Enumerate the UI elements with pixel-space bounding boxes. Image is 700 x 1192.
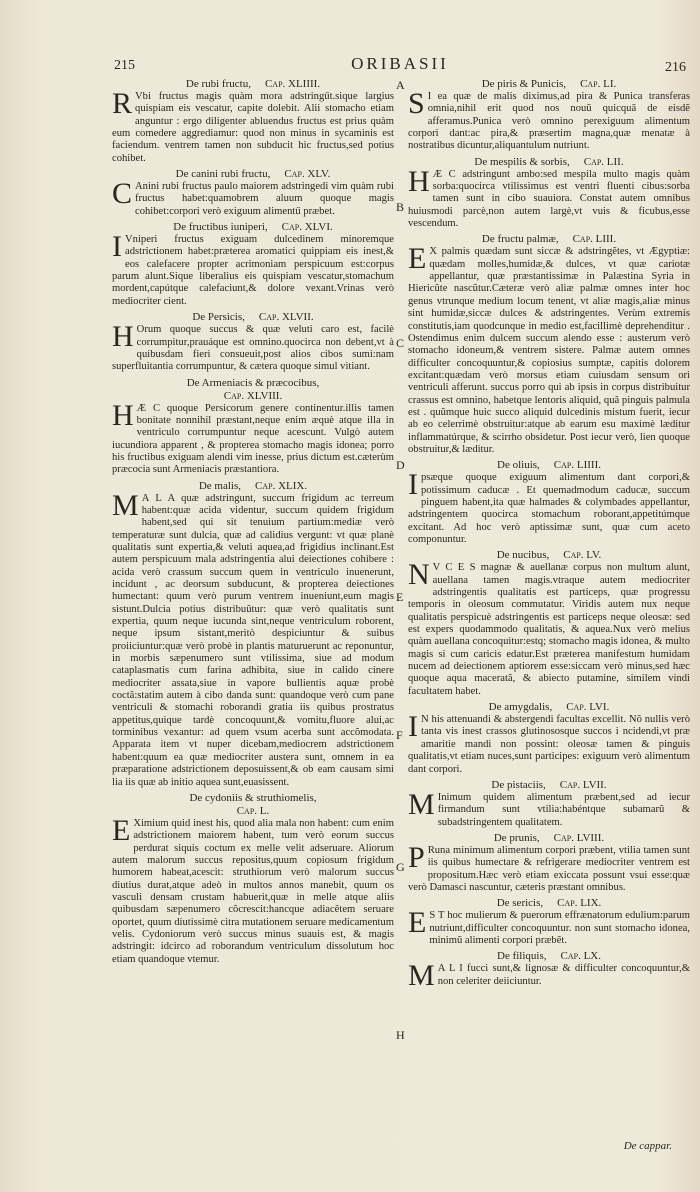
chapter-heading [112,792,394,818]
chapter-text [112,230,394,308]
chapter [112,78,394,165]
chapter-body: Vniperi fructus exiguam dulcedinem minoremque adstrictionem habet:præterea aromatici quippiam eis inest,& eos calefacere propter acrimoniam perspicuum est:corpus parum alunt.Sique liberalius eis quispiam vescatur,stomachum mordent,capútque calefaciunt,& dolore vexant.Vrinas verò mediocriter cient. [112,234,394,307]
drop-cap: H [112,320,134,354]
chapter-number: Cap. XLIIII. [264,78,321,90]
chapter-title: De malis, [198,479,242,492]
chapter-text [112,177,394,218]
margin-letter: D [396,458,405,472]
chapter [112,377,394,477]
chapter [112,311,394,373]
chapter [112,221,394,308]
chapter [408,779,690,829]
chapter-text [112,488,394,789]
drop-cap: S [408,87,425,120]
margin-letter: G [396,860,405,874]
chapter-text [408,959,690,993]
chapter [408,156,690,231]
drop-cap: N [408,558,430,592]
chapter-title: De prunis, [493,831,540,844]
chapter-title: De filiquis, [497,950,547,963]
chapter-text [112,87,394,165]
chapter-title: De fructibus iuniperi, [173,221,268,234]
chapter [408,78,690,153]
chapter-title: De oliuis, [497,459,540,472]
chapter-text [408,164,690,231]
drop-cap: H [408,164,430,198]
drop-cap: I [408,710,418,744]
chapter-number: Cap. LVII. [559,778,607,791]
chapter-text [408,787,690,829]
chapter-body: I ea quæ de malis diximus,ad pira & Punica transferas omnia,nihil erit quod nos nouũ quicquã de eisdẽ afferamus.Punica verò omnino perexiguum alimentum corpori dant:ac pira,& præsertim magna,quæ menatæ à nostratibus dicuntur,aliquantulum nutriunt. [408,91,690,152]
chapter-number: Cap. XLVI. [281,221,333,234]
chapter-heading [408,549,690,562]
page-number-right: 216 [665,60,686,75]
chapter-text [408,468,690,546]
chapter-number: Cap. LV. [563,549,602,562]
running-title: ORIBASII [351,54,449,73]
chapter-number: Cap. LVIII. [553,831,605,844]
chapter-text [408,558,690,698]
chapter [408,701,690,776]
chapter-title: De Persicis, [192,311,245,324]
margin-letter: A [396,78,405,92]
chapter-body: N his attenuandi & abstergendi facultas excellit. Nõ nullis verò tanta vis inest crassos glutinososque succos i ncidendi,vt præ amaritie mandi non possint: oleosæ tamen & pinguis qualitatis,vt etiam nuces,sunt participes: exiguum verò alimentum dant corpori. [408,714,690,775]
chapter-number: Cap. LI. [580,78,617,90]
chapter [408,459,690,546]
chapter [112,480,394,789]
chapter-title: De piris & Punicis, [481,78,567,90]
chapter-number: Cap. LIX. [557,897,602,910]
chapter [112,792,394,966]
chapter-title: De nucibus, [496,549,550,562]
chapter-title: De pistaciis, [491,778,546,791]
chapter-heading [112,78,394,91]
chapter-title: De cydoniis & struthiomelis, [189,791,317,804]
chapter-number: Cap. LIII. [572,233,617,246]
chapter-number: Cap. L. [236,804,270,817]
page-number-left: 215 [114,58,135,73]
chapter-heading [408,701,690,714]
chapter-title: De sericis, [496,897,544,910]
chapter-heading [112,311,394,324]
drop-cap: I [408,468,418,502]
chapter-heading [408,897,690,910]
drop-cap: C [112,177,133,211]
chapter-heading [408,459,690,472]
chapter-title: De mespilis & sorbis, [474,155,570,168]
chapter-body: Æ C adstringunt ambo:sed mespila multo magis quàm sorba:quocirca vtilissimus est ventri fluenti cibus:sorba tamen sunt in cibo suauiora. Constat autem omnibus huiusmodi parcè,non autem largè,vt vuis & ficubus,esse vescendum. [408,168,690,230]
chapter-text [112,813,394,966]
chapter-title: De canini rubi fructu, [175,168,271,181]
margin-letter: C [396,336,405,350]
chapter-title: De rubi fructu, [185,78,251,90]
chapter [408,897,690,947]
drop-cap: R [112,87,133,120]
chapter-number: Cap. XLV. [284,168,331,181]
chapter-body: S T hoc mulierum & puerorum effrænatorum edulium:parum nutriunt,difficulter concoquuntur. non sunt stomacho idonea, minimũ alimenti corpori præbẽt. [429,910,690,946]
chapter-body: Orum quoque succus & quæ veluti caro est, facilè corrumpitur,prauáque est omnino.quocirca non debent,vt à quibusdam fieri consueuit,post alios cibos sumi:nam superfluitantia corrumpuntur, & cætera quoque simul vitiant. [112,324,394,373]
chapter-text [408,87,690,153]
margin-letter: B [396,200,405,214]
chapter-title: De Armeniacis & præcocibus, [186,376,320,389]
chapter-body: Ximium quid inest his, quod alia mala non habent: cum enim adstrictionem maiorem habent, tum verò eorum succus perdurat siquis coctum ex melle velit adseruare. Aliorum autem malorum succus repositus,quum copiosum frigidum humorem habeat,acescit: struthiorum verò malorum succus diutius durat,atque adeò in multos annos manebit, quum os vasculi densam crustam habuerit,quæ in melle atque aliis quibusdam sæpenumero cõcrescit:hancque adiacẽtem seruare oportet, quum diutissimè citra mutationem seruare medicamentum velis. Cydoniorum verò succus minus suauis est, & magis adstringit: idcirco ad roborandum ventriculum dissolutum hoc etiam quandoque vtemur. [112,817,394,965]
chapter [408,233,690,456]
chapter-heading [408,233,690,246]
drop-cap: M [408,959,435,993]
drop-cap: E [112,813,131,847]
chapter-heading [112,480,394,493]
chapter-title: De amygdalis, [488,701,553,714]
drop-cap: M [408,787,435,821]
chapter-text [408,906,690,947]
chapter-text [408,710,690,776]
chapter-heading [408,779,690,792]
margin-letter: E [396,590,404,604]
chapter [112,168,394,218]
chapter-heading [408,78,690,91]
chapter-heading [112,377,394,403]
margin-letter: F [396,728,403,742]
chapter-body: A L I fucci sunt,& lignosæ & difficulter concoquuntur,& non celeriter deiiciuntur. [437,963,690,987]
drop-cap: H [112,398,134,432]
running-header [110,52,690,76]
chapter-text [112,398,394,477]
chapter-body: Æ C quoque Persicorum genere continentur.illis tamen bonitate nonnihil præstant,neque enim æquè atque illa in ventriculo corrumpuntur neque acescunt. Vulgò autem iucundiora apparent , & propterea stomacho magis idonea; porro his fructibus exiguam alendi vim inesse, prius dictum est.cæterùm præcocia sunt Armeniacis præstantiora. [112,402,394,476]
chapter-body: V C E S magnæ & auellanæ corpus non multum alunt, auellana tamen magis.vtraque autem mediocriter adstringentis qualitatis est particeps, quæ progressu temporis in oleosum commutatur. Viridis autem nux neque qualitatis perspicuè adstringentis est particeps neque oleosæ: sed est expers quodammodo qualitatis, & aquea.Nux verò melius quàm auellana concoquitur:estq; stomacho magis idonea, & multo magis si cum caricis edatur.Est præterea manifestum humidam nucem ad deiectionem aptiorem esse:siccam verò minus,sed hæc quoque aqua maceratã, & abiecto putamine, similem vindi facultatem habet. [408,562,690,697]
chapter-number: Cap. LVI. [566,701,610,714]
chapter-heading [112,221,394,234]
chapter-body: Anini rubi fructus paulo maiorem adstringedi vim quàm rubi fructus habet:quamobrem aluum quoque magis cohibet:corpori verò exiguum alimentű præbet. [135,181,394,217]
chapter-text [112,320,394,373]
chapter [408,832,690,894]
chapter-heading [112,168,394,181]
chapter-body: Runa minimum alimentum corpori præbent, vtilia tamen sunt iis quibus humectare & refrigerare mediocriter ventrem est propositum.Hæc verò etiam exiccata possunt vsui esse:quæ verò Damasci nascuntur, cæteris præstant omnibus. [408,844,690,893]
chapter-heading [408,950,690,963]
chapter-title: De fructu palmæ, [481,233,559,246]
chapter-number: Cap. LX. [560,950,601,963]
chapter [408,950,690,993]
drop-cap: I [112,230,122,264]
chapter [408,549,690,698]
left-column [112,78,394,969]
catchword: De cappar. [623,1140,672,1152]
right-column [408,78,690,991]
chapter-body: psæque quoque exiguum alimentum dant corpori,& potissimum caducæ . Et quemadmodum caducæ, succum pinguem habent,ita quæ halmades & colymbades appellantur, adstringentem quocirca stomachum roborant,appetitúmque excitant. Ad hoc verò aptissimæ sunt, quæ cum aceto componuntur. [408,472,690,545]
chapter-heading [408,832,690,845]
chapter-text [408,242,690,456]
chapter-heading [408,156,690,169]
chapter-number: Cap. LII. [583,155,624,168]
chapter-body: A L A quæ adstringunt, succum frigidum ac terreum habent:quæ acida videntur, succum quidem frigidum habent,sed qui sit tenuium partium:mediæ verò temperaturæ sunt dulcia, quæ ad calidius vergunt: vt quæ planè qualitatis sunt expertia,& veluti aquea,ad frigidius inclinant.Est autem perspicuum mala adstringentia alui deiectiones cohibere : acida verò crassum succum quem in ventriculo inuenerunt, incidunt , ac deorsum subducunt, & propterea deiectiones humectant: quum verò purum ventrem inueniunt,eum magis sistunt.Dulcia potius distribuũtur: quæ verò qualitatis sunt expertia, quum neque iucunda sint,neque ventriculum roborent, neque ipsum sistant,meritò despiciuntur & suibus proiiciuntur:quæ verò probè in plantis maturuerunt ac reponuntur, in morbis sæpenumero sunt vtilissima, siue ad modum cataplasmatis cum farina adhibita, siue in calido cinere mediocriter assata,siue in vapore bullientis aquæ probè coctã:statim autem à cibo danda sunt: quandoque verò cum pane ventriculi & stomachi roborandi gratia iis quibus prostratus appetitus,quique tardè concoquunt,& vomitu,fluore alui,ac torminibus vexantur: ad quem vsum acerba sunt accõmodata. Apparata item vt nuper dicebam,mediocrem adstrictionem habent:quum ea quæ mediocriter austera sunt, omnem in ea præparatione adstrictionem deposuissent,& ob eam causam simi lia iis quæ ab initio aquea sunt,euasissent. [112,492,394,788]
chapter-number: Cap. LIIII. [553,459,601,472]
chapter-number: Cap. XLVIII. [223,389,283,402]
drop-cap: E [408,242,427,276]
drop-cap: P [408,840,425,874]
chapter-number: Cap. XLIX. [255,479,308,492]
chapter-body: Inimum quidem alimentum præbent,sed ad iecur firmandum sunt vtilia:habéntque subamarũ & subadstringentem qualitatem. [437,791,690,828]
drop-cap: E [408,906,427,940]
chapter-number: Cap. XLVII. [258,311,314,324]
chapter-body: X palmis quædam sunt siccæ & adstringẽtes, vt Ægyptiæ: quædam molles,humidæ,& dulces, vt quæ cariotæ appellantur, quæ præstantissimæ in Palæstina Syria in Hiericũte nascũtur.Cæteræ verò aliæ palmæ omnes inter hoc genus vtrunque medium locum tenent, vt aliæ magis,aliæ minus sint humidæ,siccæ dulces & adstringentes. Verùm extremis constitutis,iam quodcunque in medio est,facillimè deprehenditur . Ostendimus enim dulcem succum alendo esse : austerum verò stomacho idoneum,& ventrem sistere. Palmæ autem omnes difficulter concoquuntur,& copiosius sumptæ, capitis dolorem excitant:quædam verò morsus etiam cuiusdam sensum ori ventriculi afferunt. succus porro qui ab ipsis in corpus distribuitur crassus est omnino, habetque lentoris aliquid, quã pinguis palmula est . quũmque huic succo aliquid dulcedinis mistum fuerit, iecur ab eo celerrimè obstruitur:atque ab earum esu maximè læditur inflammatúrque, & scirrho obsidetur. Post iecur verò, lien quoque obstruitur,& læditur. [408,246,690,455]
margin-letter: H [396,1028,405,1042]
chapter-text [408,840,690,894]
chapter-body: Vbi fructus magis quàm mora adstringűt.sique largius quispiam eis vescatur, capite dolebit. Alii stomacho etiam anguntur : ergo diligenter abluendus fructus est prius quàm eum comedere aggrediamur: quod non minus in sycaminis est faciendum. ventrem tamen non subducit hic fructus,sed potius cohibet. [112,91,394,164]
drop-cap: M [112,488,139,522]
